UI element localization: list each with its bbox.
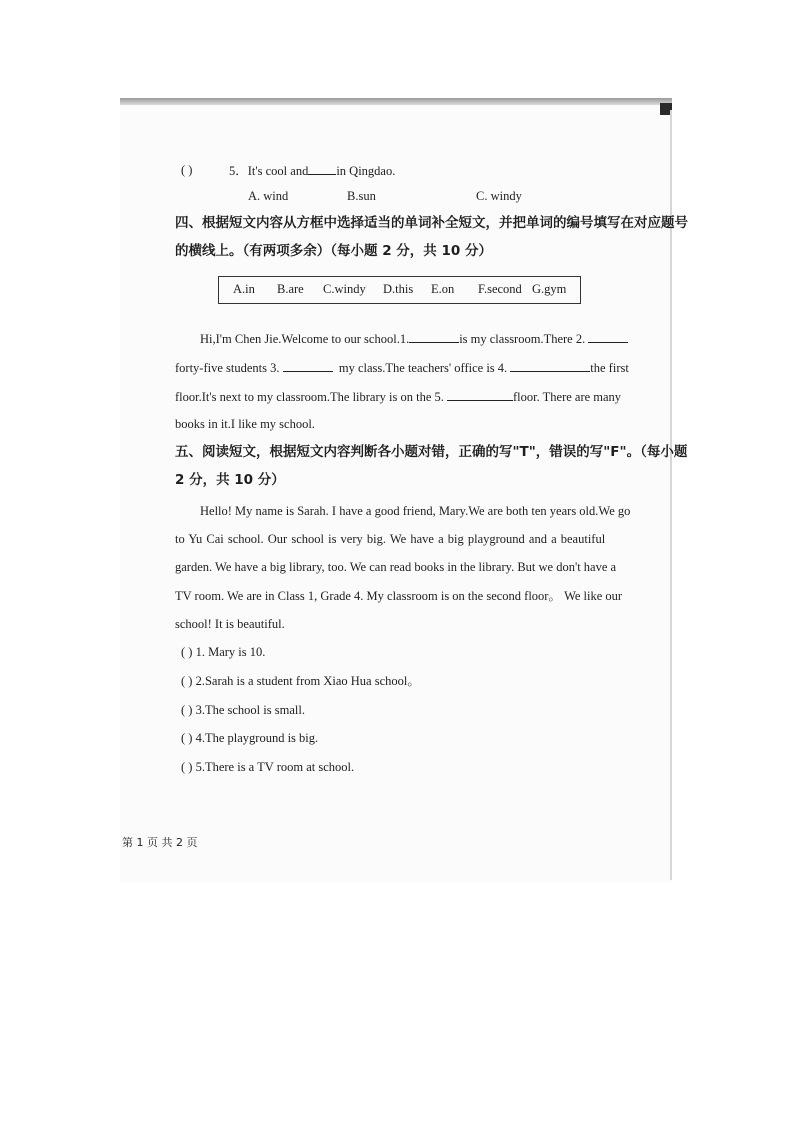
q5-question: 5．It's cool and in Qingdao. [229,164,396,178]
blank-3[interactable] [283,359,333,372]
section4-para-line3: floor.It's next to my classroom.The library is on the 5. floor. There are many [175,390,622,404]
word-option-f: F.second [478,282,522,296]
section5-heading-line1: 五、阅读短文，根据短文内容判断各小题对错，正确的写"T"，错误的写"F"。（每小题 [175,444,688,460]
blank-5[interactable] [447,388,513,401]
tf-answer-paren[interactable]: ( ) [181,731,193,745]
section4-para-line2: forty-five students 3. my class.The teachers' office is 4. the first [175,361,629,375]
section5-para-line4: TV room. We are in Class 1, Grade 4. My classroom is on the second floor。 We like our [175,589,623,603]
page-footer: 第 1 页 共 2 页 [122,836,198,849]
tf-answer-paren[interactable]: ( ) [181,674,193,688]
blank-1[interactable] [409,330,459,343]
word-option-c: C.windy [323,282,366,296]
word-option-d: D.this [383,282,414,296]
tf-item-1: ( ) 1. Mary is 10. [181,645,266,659]
section5-para-line3: garden. We have a big library, too. We can read books in the library. But we don't have a [175,560,617,574]
q5-option-c: C. windy [476,189,522,203]
q5-option-b: B.sun [347,189,376,203]
q5-paren: ( ) [181,163,193,177]
tf-answer-paren[interactable]: ( ) [181,760,193,774]
tf-item-4: ( ) 4.The playground is big. [181,731,319,745]
section4-para-line4: books in it.I like my school. [175,417,315,431]
section4-heading-line1: 四、根据短文内容从方框中选择适当的单词补全短文，并把单词的编号填写在对应题号 [175,215,688,231]
blank-4[interactable] [510,359,590,372]
word-option-g: G.gym [532,282,567,296]
q5-blank[interactable] [308,162,336,175]
tf-answer-paren[interactable]: ( ) [181,703,193,717]
section5-heading-line2: 2 分，共 10 分） [175,472,285,488]
word-option-box [218,276,581,304]
tf-item-2: ( ) 2.Sarah is a student from Xiao Hua school。 [181,674,420,688]
word-option-a: A.in [233,282,255,296]
section5-para-line2: to Yu Cai school. Our school is very big. We have a big playground and a beautiful [175,532,606,546]
q5-option-a: A. wind [248,189,289,203]
tf-item-5: ( ) 5.There is a TV room at school. [181,760,355,774]
word-option-b: B.are [277,282,304,296]
tf-item-3: ( ) 3.The school is small. [181,703,305,717]
blank-2[interactable] [588,330,628,343]
section5-para-line1: Hello! My name is Sarah. I have a good friend, Mary.We are both ten years old.We go [200,504,631,518]
section4-para-line1: Hi,I'm Chen Jie.Welcome to our school.1. is my classroom.There 2. [200,330,628,347]
page-top-edge [120,98,672,105]
section4-heading-line2: 的横线上。（有两项多余）（每小题 2 分，共 10 分） [175,243,492,259]
section5-para-line5: school! It is beautiful. [175,617,285,631]
tf-answer-paren[interactable]: ( ) [181,645,193,659]
word-option-e: E.on [431,282,455,296]
